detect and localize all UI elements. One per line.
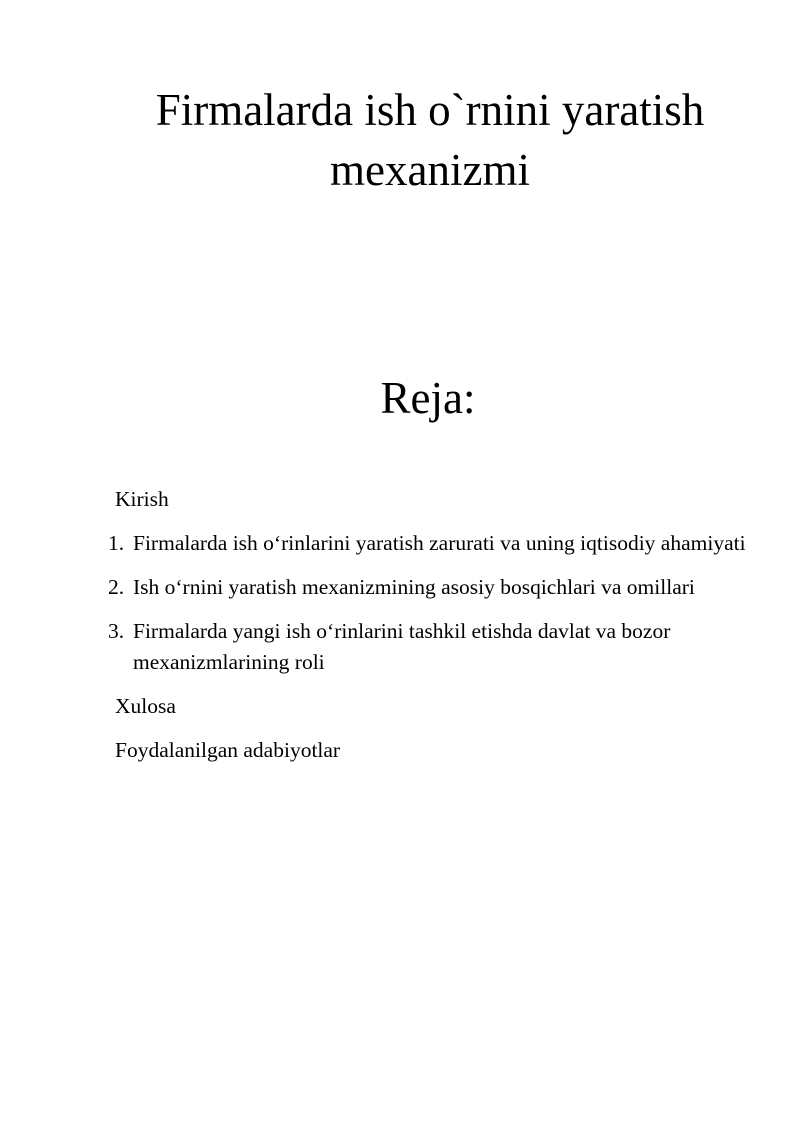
plan-item-text: Firmalarda ish o‘rinlarini yaratish zarurati va uning iqtisodiy ahamiyati bbox=[133, 531, 746, 555]
document-title: Firmalarda ish o`rnini yaratish mexanizmi bbox=[155, 85, 705, 195]
plan-item-number: 3. bbox=[108, 619, 125, 643]
plan-item-3 bbox=[108, 616, 748, 678]
plan-heading: Reja: bbox=[380, 373, 476, 423]
plan-item-2 bbox=[108, 572, 748, 603]
plan-item-number: 2. bbox=[108, 575, 125, 599]
plan-references: Foydalanilgan adabiyotlar bbox=[115, 738, 341, 762]
plan-item-text: Ish o‘rnini yaratish mexanizmining asosiy bosqichlari va omillari bbox=[133, 575, 695, 599]
plan-conclusion: Xulosa bbox=[115, 694, 176, 718]
plan-item-text: Firmalarda yangi ish o‘rinlarini tashkil etishda davlat va bozor mexanizmlarining roli bbox=[133, 619, 671, 674]
plan-item-1 bbox=[108, 528, 748, 559]
plan-list bbox=[108, 484, 748, 779]
plan-intro: Kirish bbox=[115, 487, 169, 511]
plan-item-number: 1. bbox=[108, 531, 125, 555]
